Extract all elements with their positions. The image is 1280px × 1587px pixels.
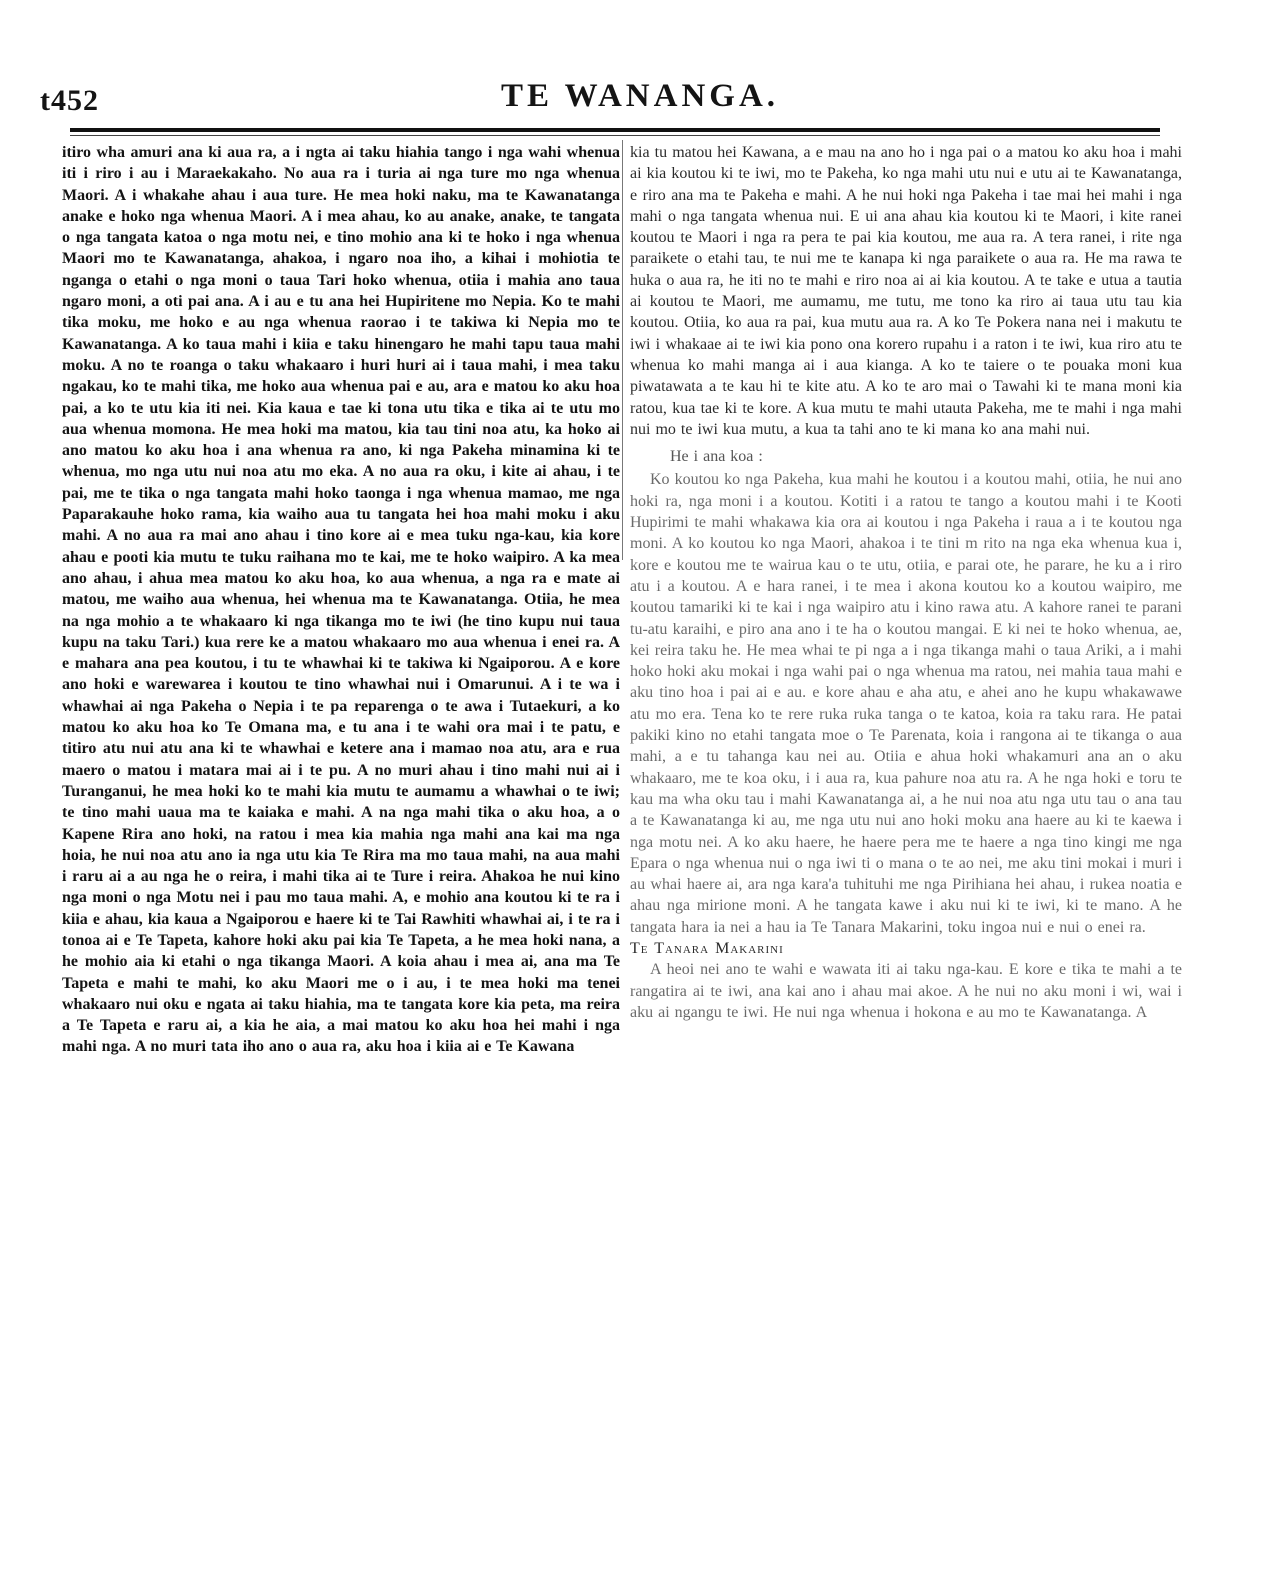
right-column-paragraph bbox=[630, 938, 1182, 959]
salutation: He i ana koa : bbox=[670, 448, 763, 466]
signature-name: Te Tanara Makarini bbox=[630, 939, 784, 957]
left-column-paragraph: itiro wha amuri ana ki aua ra, a i ngta ai taku hiahia tango i nga wahi whenua iti i riro i au i Maraekakaho. No aua ra i turia ai nga ture mo nga whenua Maori. A i whakahe ahau i aua ture. He mea hoki naku, ma te Kawanatanga anake e hoko nga whenua Maori. A i mea ahau, ko au anake, anake, te tangata o nga tangata katoa o nga motu nei, e tino mohio ana ki te hoko i nga whenua Maori mo te Kawanatanga, ahakoa, i ngaro noa iho, a kihai i mohiotia te nganga o etahi o nga moni o taua Tari hoko whenua, otiia i mahia ano taua ngaro moni, a oti pai ana. A i au e tu ana hei Hupiritene mo Nepia. Ko te mahi tika moku, me hoko e au nga whenua raorao i te takiwa ki Nepia mo te Kawanatanga. A ko taua mahi i kiia e taku hinengaro he mahi tapu taua mahi moku. A no te roanga o taku whakaaro i huri huri ai i taua mahi, i mea taku ngakau, ko te mahi tika, me hoko aua whenua pai e au, ara e matou ko aku hoa pai, a ko te utu kia iti nei. Kia kaua e tae ki tona utu tika e tika ai te utu mo aua whenua momona. He mea hoki ma matou, kia tau tini noa atu, ka hoko ai ano matou ko aku hoa i ana whenua ra ano, ki nga Pakeha minamina ki te whenua, mo nga utu nui noa atu mo eka. A no aua ra oku, i kite ai ahau, i te pai, me te tika o nga tangata mahi hoko taonga i nga whenua mamao, me nga Paparakauhe hoko rama, kia waiho aua tu tangata hei hoa mahi moku i aku mahi. A no aua ra mai ano ahau i tino kore ai e mea tuku nga-kau, kia kore ahau e pooti kia mutu te tuku raihana mo te kai, me te hoko waipiro. A ka mea ano ahau, i ahua mea matou ko aku hoa, ko aua whenua, a nga ra e mate ai matou, me waiho aua whenua, hei whenua ma te Kawanatanga. Otiia, he mea na nga mohio a te whakaaro ki nga tikanga mo te iwi (he tino kupu nui taua kupu na taku Tari.) kua rere ke a matou whakaaro mo aua whenua i enei ra. A e mahara ana pea koutou, i tu te whawhai ki te takiwa ki Ngaiporou. A e kore ano hoki e warewarea i koutou te tino whawhai nui i Omarunui. A i te wa i whawhai ai nga Pakeha o Nepia i te pa reparenga o te awa i Tutaekuri, a ko matou ko aku hoa ko Te Omana ma, e tu ana i te wahi ora mai i te patu, e titiro atu nui atu ana ki te whawhai e ketere ana i mamao noa atu, ara e rua maero o matou i matara mai ai i te pu. A no muri ahau i tino mahi nui ai i Turanganui, he mea hoki ko te mahi kia mutu te aumamu a whawhai o te iwi; te tino mahi uaua ma te kaiaka e mahi. A na nga mahi tika o aku hoa, a o Kapene Rira ano hoki, na ratou i mea kia mahia nga mahi ana kai ma nga hoia, he nui noa atu ano ia nga utu kia Te Rira ma mo taua mahi, na aua mahi i raru ai a au nga he o reira, i mahi tika ai te Ture i reira. Ahakoa he nui kino nga moni o nga Motu nei i pau mo taua mahi. A, e mohio ana koutou ki te ra i kiia e ahau, kia kaua a Ngaiporou e haere ki te Tai Rawhiti whawhai ai, i te ra i tonoa ai e Te Tapeta, kahore hoki aku pai kia Te Tapeta, a he mea hoki nana, a he mohio aia ki etahi o nga tikanga Maori. A koia ahau i mea ai, ana ma Te Tapeta e mahi te mahi, ko aku Maori me o i au, i te mea hoki ma tenei whakaaro nui oku e ngata ai taku hiahia, ma te tangata kore kia peta, ma reira a Te Tapeta e raru ai, a kia he aia, a mai matou ko aku hoa hei mahi i nga mahi nga. A no muri tata iho ano o aua ra, aku hoa i kiia ai e Te Kawana bbox=[62, 144, 620, 1056]
right-column-paragraph: kia tu matou hei Kawana, a e mau na ano ho i nga pai o a matou ko aku hoa i mahi ai kia koutou ki te iwi, mo te Pakeha, ko nga mahi utu nui e utu ai te Kawanatanga, e riro ana ma te Pakeha e mahi. A he nui hoki nga Pakeha i tae mai hei mahi i nga mahi o nga tangata whenua nui. E ui ana ahau kia koutou ki te Maori, i kite ranei koutou te Maori i nga ra pera te pai kia koutou, me aua ra. A tera ranei, i rite nga paraikete o etahi tau, te nui me te kanapa ki nga paraikete o aua ra. He ma rawa te huka o aua ra, he iti no te mahi e riro noa ai ai kia koutou. A te take e utua a tautia ai koutou te Maori, me aumamu, me tutu, me tono ka riro ai taua utu tau kia koutou. Otiia, ko aua ra pai, kua mutu aua ra. A ko Te Pokera nana nei i makutu te iwi i whakaae ai te iwi kia pono ona korero rupahu i a raton i te iwi, kua riro atu te whenua ko mahi manga ai i aua kianga. A ko te taiere o te pouaka moni kua piwatawata a te kau hi te kite atu. A ko te aro mai o Tawahi ki te mana moni kia ratou, kua tae ki te kore. A kua mutu te mahi utauta Pakeha, me te mahi i nga mahi nui mo te iwi kua mutu, a kua ta tahi ano te ki mana ko ana mahi nui. bbox=[630, 144, 1182, 438]
header-rule bbox=[70, 128, 1160, 132]
right-column bbox=[630, 142, 1182, 1023]
column-divider bbox=[622, 140, 623, 560]
header-rule-thin bbox=[70, 135, 1160, 136]
left-column bbox=[62, 142, 620, 1058]
right-column-paragraph: Ko koutou ko nga Pakeha, kua mahi he koutou i a koutou mahi, otiia, he nui ano hoki ra, nga moni i a koutou. Kotiti i a ratou te tango a koutou mahi i te Kooti Hupirimi te mahi whakawa kia ora ai koutou i nga Pakeha i raua a i te koutou nga moni. A ko koutou ko nga Maori, ahakoa i te tini m rito na nga eka whenua kua i, kore e koutou me te wairua kau o te utu, otiia, e parai ote, he parare, he ku a i riro atu i a koutou. A e hara ranei, i te mea i akona koutou ko a koutou waipiro, me koutou tamariki ki te kai i nga waipiro atu i kino rawa atu. A kahore ranei te parani tu-atu karaihi, e piro ana ano i te ha o koutou mangai. E ki nei te hoko whenua, ae, kei reira taku he. He mea whai te pi nga a i nga tikanga mahi o taua Ariki, a i mahi hoko hoki aku mokai i nga wahi pai o nga whenua ma ratou, nei mahia taua mahi e aku tino hoa i pai ai e au. e kore ahau e aha atu, e ahei ano he kupu whakawawe atu mo era. Tena ko te rere ruka ruka tanga o te katoa, koia ra taku rara. He patai pakiki kino no etahi tangata moe o Te Parenata, koia i rangona ai te tikanga o aua mahi, a e tu tahanga kau nei au. Otiia e ahua hoki whakamuri ana an o aku whakaaro, me te koa oku, i i aua ra, kua pahure noa atu ra. A he nga hoki e toru te kau ma wha oku tau i mahi Kawanatanga ai, a he nui noa atu nga utu tau o ana tau a te Kawanatanga ki au, me nga utu nui ano hoki moku ana haere au ki te kaewa i nga motu nei. A ko aku haere, he haere pera me te haere a nga tino kingi me nga Epara o nga whenua nui o nga iwi ti o mana o te ao nei, me aku tini mokai i muri i au whai haere ai, ara nga kara'a tuhituhi me nga Pirihiana hei ahau, i rukea noatia e ahau nga mirione moni. A he tangata kawe i aku nui ki te iwi, ki te mano. A he tangata hara ia nei a hau ia Te Tanara Makarini, toku ingoa nui e nui o enei ra. bbox=[630, 471, 1182, 936]
right-column-paragraph: A heoi nei ano te wahi e wawata iti ai taku nga-kau. E kore e tika te mahi a te rangatira ai te iwi, ana kai ano i ahau mai akoe. A he nui no aku moni i wi, wai i aku ai ngangu te iwi. He nui nga whenua i hokona e au mo te Kawanatanga. A bbox=[630, 961, 1182, 1021]
masthead-title: TE WANANGA. bbox=[500, 78, 780, 114]
page-number: t452 bbox=[40, 84, 99, 117]
